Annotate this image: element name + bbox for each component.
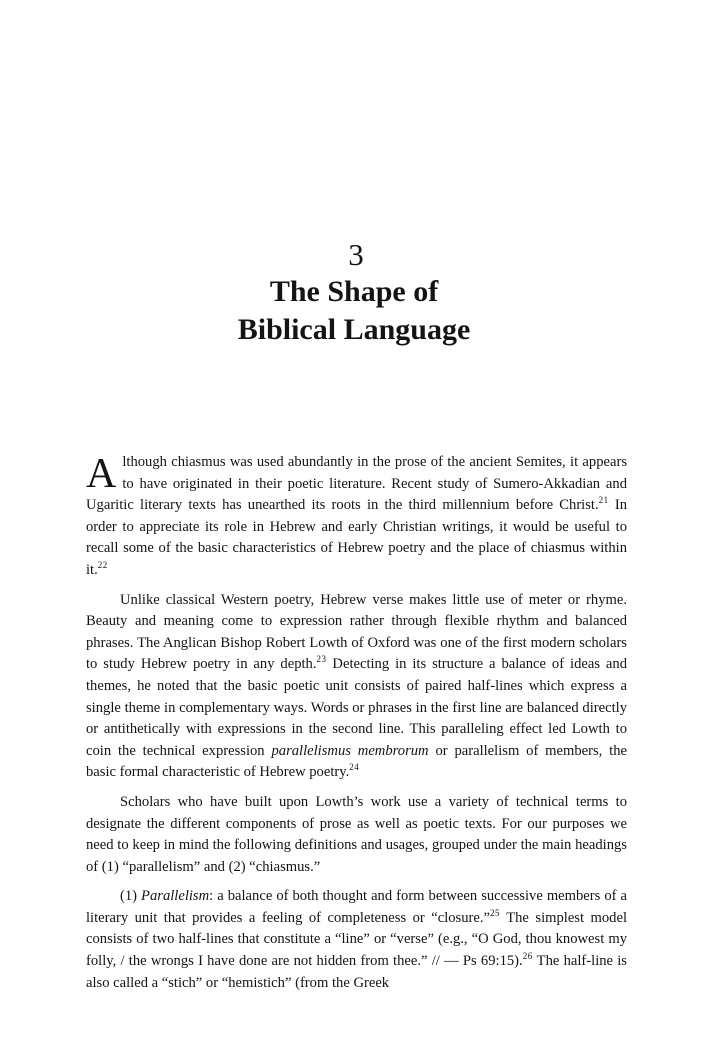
footnote-ref-23[interactable]: 23 [316,654,327,665]
paragraph-2 [86,590,627,784]
paragraph-4-lead: (1) [120,888,142,905]
paragraph-4-text-b: The simplest model consists of two half-lines that constitute a “line” or “verse” (e.g., “O God, thou knowest my folly, / the wrongs I have done are not hidden from thee.” // — Ps 69:15). [86,909,627,970]
paragraph-2-text-a: Unlike classical Western poetry, Hebrew verse makes little use of meter or rhyme. Beauty and meaning come to expression rather through flexible rhythm and balanced phrases. The Anglican Bishop Robert Lowth of Oxford was one of the first modern scholars to study Hebrew poetry in any depth. [86,591,627,673]
paragraph-2-text-c: or parallelism of members, the basic formal characteristic of Hebrew poetry. [86,742,627,781]
parallelism-term: Parallelism [141,888,210,905]
paragraph-4 [86,886,627,994]
chapter-number: 3 [348,237,364,272]
drop-cap: A [86,451,117,497]
chapter-title-line-2: Biblical Language [237,313,471,346]
chapter-heading [0,238,708,348]
paragraph-1-text-b: In order to appreciate its role in Hebrew and early Christian writings, it would be useful to recall some of the basic characteristics of Hebrew poetry and the place of chiasmus within it. [86,497,627,578]
chapter-title-line-1: The Shape of [269,275,439,308]
footnote-ref-22[interactable]: 22 [97,559,108,570]
latin-term: parallelismus membrorum [271,742,429,759]
paragraph-4-text-a: : a balance of both thought and form between successive members of a literary unit that provides a feeling of completeness or “closure.” [86,888,627,926]
body-text [86,452,627,1002]
paragraph-1 [86,452,627,582]
footnote-ref-26[interactable]: 26 [522,951,533,962]
footnote-ref-25[interactable]: 25 [490,907,500,918]
footnote-ref-24[interactable]: 24 [349,762,360,773]
paragraph-1-text-a: lthough chiasmus was used abundantly in the prose of the ancient Semites, it appears to have originated in their poetic literature. Recent study of Sumero-Akkadian and Ugaritic literary texts has unearthed its roots in the third millennium before Christ. [86,454,627,514]
footnote-ref-21[interactable]: 21 [598,495,609,506]
paragraph-3-text: Scholars who have built upon Lowth’s work use a variety of technical terms to designate the different components of prose as well as poetic texts. For our purposes we need to keep in mind the following definitions and usages, grouped under the main headings of (1) “parallelism” and (2) “chiasmus.” [86,793,627,875]
paragraph-2-text-b: Detecting in its structure a balance of ideas and themes, he noted that the basic poetic unit consists of paired half-lines which express a single theme in complementary ways. Words or phrases in the first line are balanced directly or antithetically with expressions in the second line. This paralleling effect led Lowth to coin the technical expression [86,656,627,759]
paragraph-4-text-c: The half-line is also called a “stich” or “hemistich” (from the Greek [86,953,627,991]
paragraph-3 [86,792,627,878]
